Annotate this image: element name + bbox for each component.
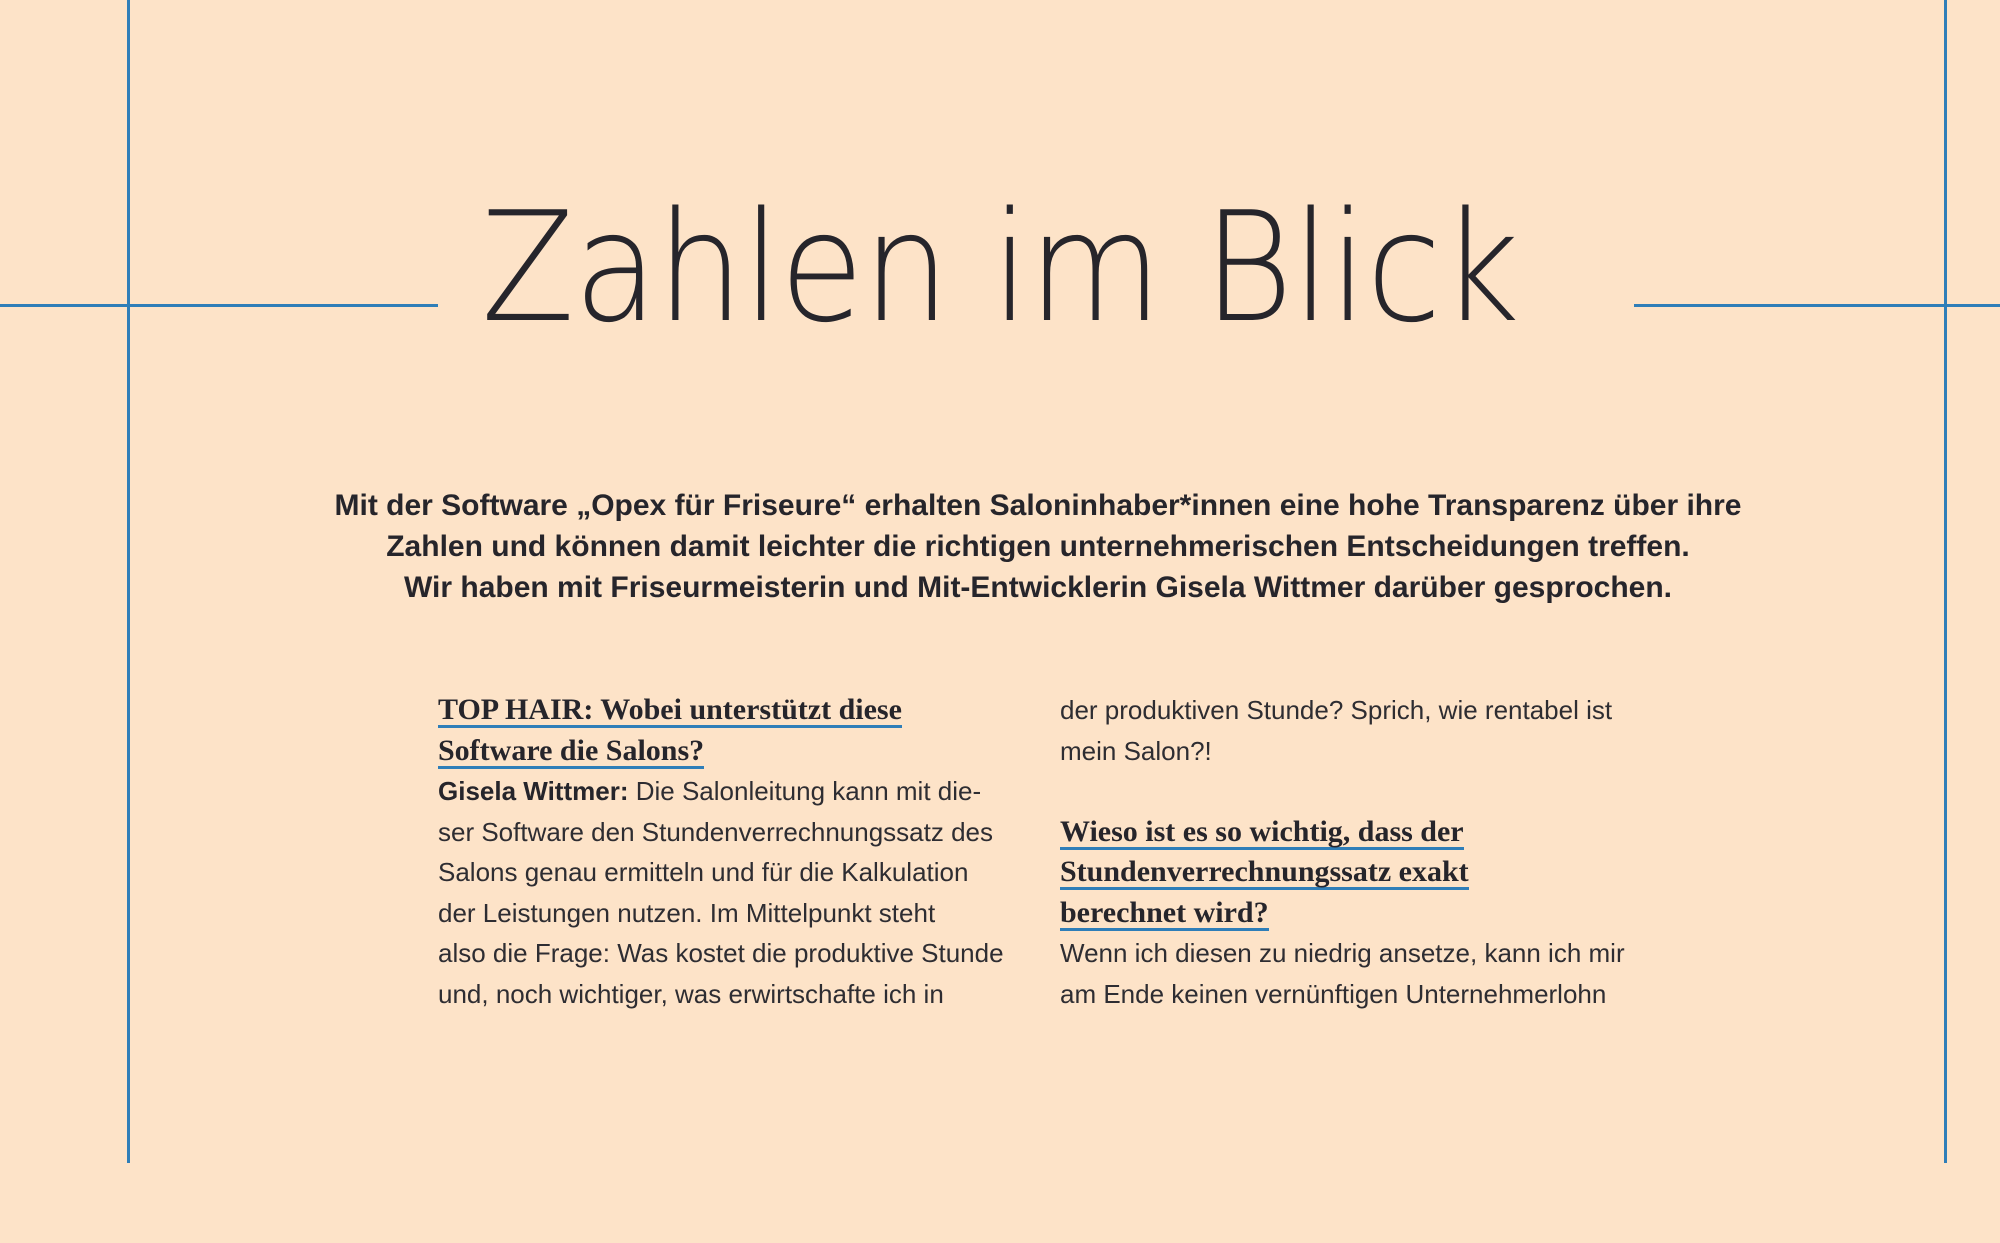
answer-line: der produktiven Stunde? Sprich, wie rentabel ist bbox=[1060, 695, 1613, 725]
answer-line: ser Software den Stundenverrechnungssatz des bbox=[438, 816, 994, 847]
answer-line: Die Salonleitung kann mit die- bbox=[628, 776, 982, 806]
article-title: Zahlen im Blick bbox=[481, 179, 1519, 356]
intro-line: Zahlen und können damit leichter die richtigen unternehmerischen Entscheidungen treffen. bbox=[386, 530, 1690, 563]
interview-question bbox=[438, 690, 1038, 771]
right-margin-guide-line bbox=[1944, 0, 1947, 1163]
right-text-column bbox=[1060, 690, 1660, 1014]
answer-continuation bbox=[1060, 690, 1660, 771]
left-text-column bbox=[438, 690, 1038, 1014]
speaker-name: Gisela Wittmer: bbox=[438, 776, 629, 806]
interview-answer bbox=[438, 771, 1038, 1014]
question-line: Software die Salons? bbox=[438, 733, 705, 767]
question-line: Wieso ist es so wichtig, dass der bbox=[1060, 814, 1464, 848]
answer-line: der Leistungen nutzen. Im Mittelpunkt steht bbox=[438, 897, 936, 928]
left-margin-guide-line bbox=[127, 0, 130, 1163]
question-line: Stundenverrechnungssatz exakt bbox=[1060, 855, 1469, 888]
intro-line: Wir haben mit Friseurmeisterin und Mit-Entwicklerin Gisela Wittmer darüber gesprochen. bbox=[403, 571, 1673, 604]
article-intro bbox=[260, 485, 1816, 608]
interview-question bbox=[1060, 812, 1660, 934]
answer-line: und, noch wichtiger, was erwirtschafte ich in bbox=[438, 978, 944, 1009]
answer-line: also die Frage: Was kostet die produktive Stunde bbox=[438, 938, 1004, 968]
question-line: TOP HAIR: Wobei unterstützt diese bbox=[438, 693, 902, 726]
answer-line: Salons genau ermitteln und für die Kalkulation bbox=[438, 857, 969, 887]
answer-line: am Ende keinen vernünftigen Unternehmerlohn bbox=[1060, 978, 1607, 1009]
interview-answer bbox=[1060, 933, 1660, 1014]
paragraph-gap bbox=[1060, 771, 1660, 812]
answer-line: mein Salon?! bbox=[1060, 735, 1212, 766]
answer-line: Wenn ich diesen zu niedrig ansetze, kann ich mir bbox=[1060, 938, 1625, 968]
question-line: berechnet wird? bbox=[1060, 895, 1269, 929]
intro-line: Mit der Software „Opex für Friseure“ erhalten Saloninhaber*innen eine hohe Transparenz über ihre bbox=[334, 489, 1742, 522]
